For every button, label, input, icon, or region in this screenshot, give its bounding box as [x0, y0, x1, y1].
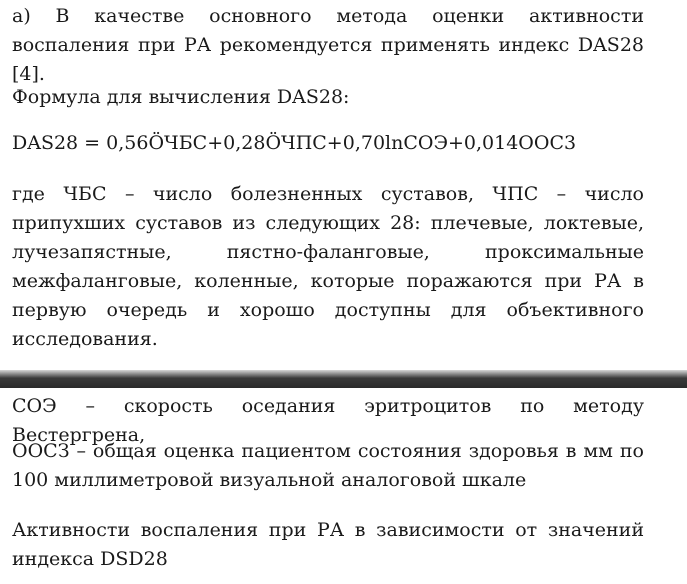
document-page-bottom: [0, 388, 687, 584]
page-separator: [0, 370, 687, 388]
paragraph-activity-levels: Активности воспаления при РА в зависимости от значений индекса DSD28: [12, 519, 644, 570]
paragraph-formula: DAS28 = 0,56ÖЧБС+0,28ÖЧПС+0,70lnСОЭ+0,014OOC3: [12, 132, 577, 154]
paragraph-das28-intro: а) В качестве основного метода оценки активности воспаления при РА рекомендуется применять индекс DAS28 [4].: [12, 5, 644, 85]
paragraph-formula-heading: Формула для вычисления DAS28:: [12, 86, 350, 108]
paragraph-joint-definitions: где ЧБС – число болезненных суставов, ЧПС – число припухших суставов из следующих 28: плечевые, локтевые, лучезапястные, пястно-фаланговые, проксимальные межфаланговые, коленные, которые поражаются при РА в первую очередь и хорошо доступны для объективного исследования.: [12, 183, 644, 350]
paragraph-patient-assessment: ООСЗ – общая оценка пациентом состояния здоровья в мм по 100 миллиметровой визуальной аналоговой шкале: [12, 440, 644, 491]
paragraph-esr-definition: СОЭ – скорость оседания эритроцитов по методу Вестергрена,: [12, 395, 644, 446]
